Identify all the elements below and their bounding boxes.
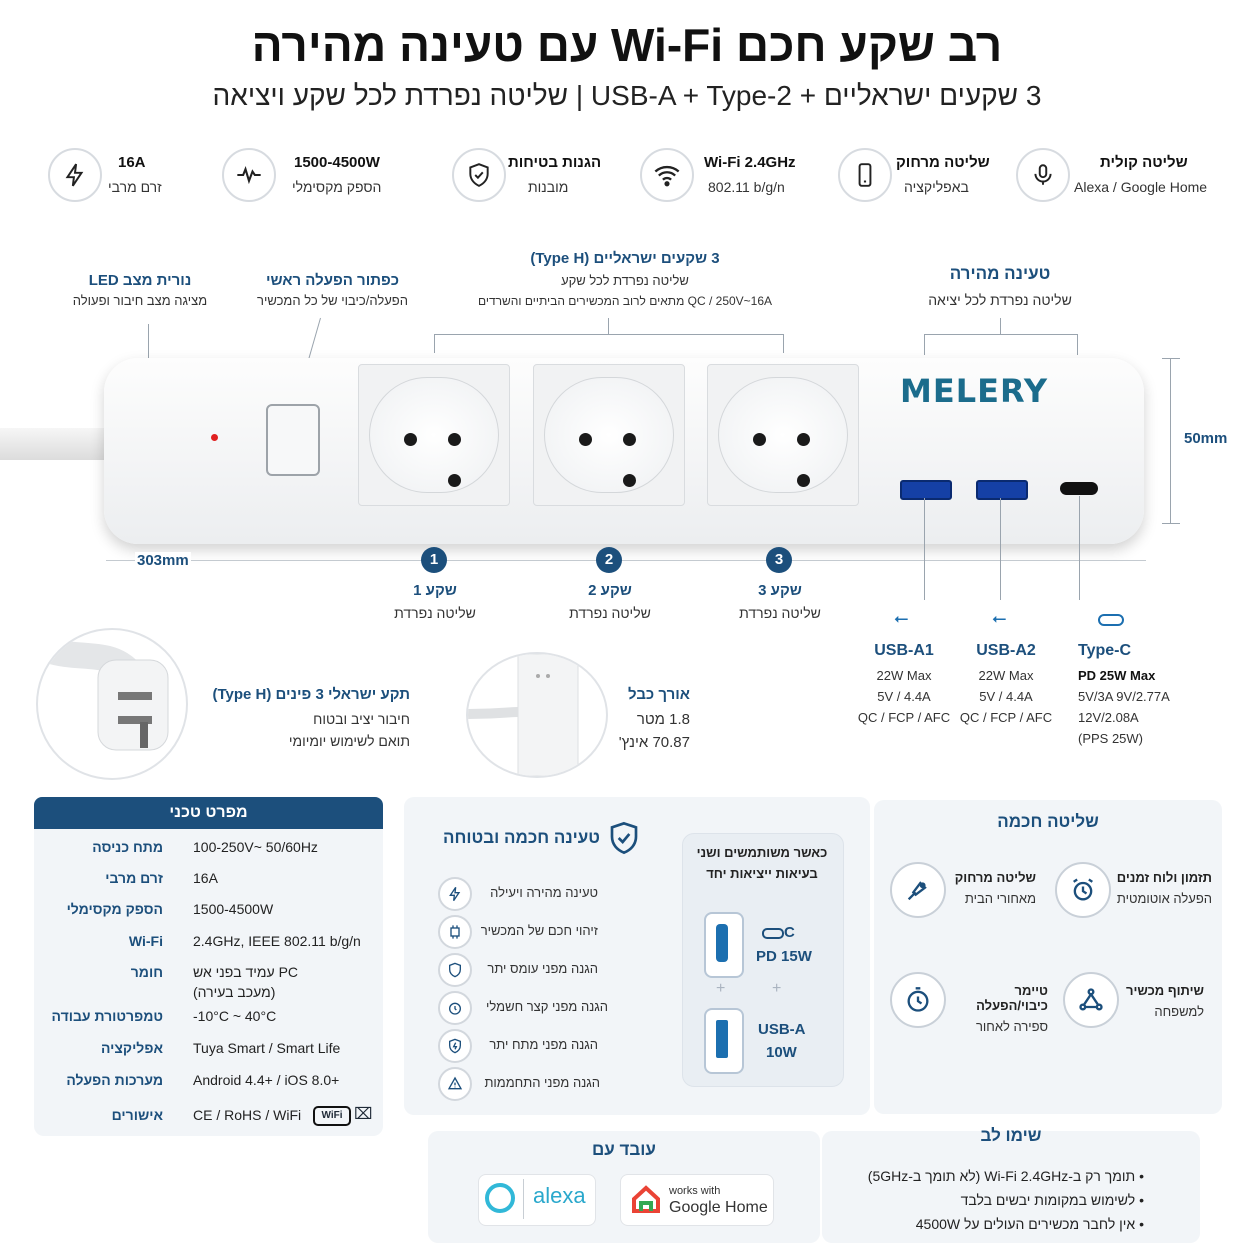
- overload-shield-icon: [438, 953, 472, 987]
- spec-row: טמפרטורת עבודה -10°C ~ 40°C: [51, 1008, 277, 1024]
- feature-remote: [838, 146, 998, 206]
- usb-icon: ⭠: [894, 608, 909, 628]
- dim-line: [1170, 358, 1171, 524]
- socket-number: 2: [596, 547, 622, 573]
- leader-line: [608, 318, 609, 334]
- note-list: [840, 1164, 1144, 1236]
- brand-logo: MELERY: [900, 372, 1049, 410]
- feature-wifi: [640, 146, 810, 206]
- socket-1: [369, 377, 499, 493]
- safety-item: הגנה מפני עומס יתר: [487, 961, 598, 976]
- port-label-type-c: Type-C PD 25W Max 5V/3A 9V/2.77A 12V/2.08A (PPS 25W): [1078, 642, 1170, 746]
- feature-sub: Alexa / Google Home: [1074, 179, 1208, 195]
- callout-fast: טעינה מהירה שליטה נפרדת לכל יציאה: [928, 264, 1072, 308]
- feature-sub: באפליקציה: [904, 179, 969, 195]
- smart-item: שיתוף מכשיר למשפחה: [1125, 983, 1204, 1019]
- callout-button: כפתור הפעלה ראשי הפעלה/כיבוי של כל המכשיר: [257, 272, 408, 308]
- smart-item: שליטה מרחוק מאחורי הבית: [954, 870, 1036, 906]
- socket-label: שקע 1 שליטה נפרדת: [394, 582, 476, 621]
- smart-title: שליטה חכמה: [997, 812, 1099, 831]
- feature-voice: [1016, 146, 1226, 206]
- wifi-cert-icon: WiFi: [313, 1106, 351, 1126]
- page-subtitle: 3 שקעים ישראליים + USB-A + Type-2 | שליטה נפרדת לכל שקע ויציאה: [212, 80, 1042, 111]
- wifi-icon: [640, 148, 694, 202]
- socket-bay-2: [533, 364, 685, 506]
- smart-item: טיימר כיבוי/הפעלה ספירה לאחור: [975, 983, 1048, 1034]
- shield-check-icon: [608, 820, 640, 861]
- note-item: • לשימוש במקומות יבשים בלבד: [960, 1192, 1144, 1208]
- leader-line: [1000, 318, 1001, 334]
- feature-power: [222, 146, 392, 206]
- usb-c-icon: [1098, 614, 1124, 626]
- shield-icon: [452, 148, 506, 202]
- dual-c-power: PD 15W: [756, 948, 812, 965]
- spec-row: זרם מרבי 16A: [105, 870, 218, 886]
- spec-header: מפרט טכני: [34, 797, 383, 829]
- spec-row: הספק מקסימלי 1500-4500W: [66, 901, 274, 917]
- cable-info: אורך כבל 1.8 מטר 70.87 אינץ': [618, 686, 690, 751]
- cable-image: [466, 652, 608, 778]
- socket-bay-3: [707, 364, 859, 506]
- dual-port-title: כאשר משותמשים ושני בעיאות ייציאות יחד: [696, 845, 828, 881]
- remote-icon: [890, 862, 946, 918]
- google-home-logo-icon: [631, 1185, 661, 1213]
- feature-sub: 802.11 b/g/n: [708, 179, 785, 195]
- dim-length: 303mm: [137, 552, 189, 569]
- smart-panel: [874, 800, 1222, 1114]
- pulse-icon: [222, 148, 276, 202]
- dim-height: 50mm: [1184, 430, 1228, 447]
- dual-a-power: 10W: [766, 1044, 797, 1061]
- dim-line: [106, 560, 1146, 561]
- smart-item: תזמון ולוח זמנים הפעלה אוטומטית: [1116, 870, 1212, 906]
- power-cord: [0, 428, 110, 460]
- microphone-icon: [1016, 148, 1070, 202]
- spec-row: אישורים CE / RoHS / WiFi: [111, 1107, 302, 1123]
- share-icon: [1063, 972, 1119, 1028]
- safety-item: הגנה מפני מתח יתר: [489, 1037, 598, 1052]
- feature-current: [48, 146, 178, 206]
- socket-3: [718, 377, 848, 493]
- led-indicator: [211, 434, 218, 441]
- feature-sub: זרם מרבי: [108, 179, 162, 195]
- alexa-logo-icon: [485, 1183, 515, 1213]
- socket-number: 1: [421, 547, 447, 573]
- c-port-graphic: [704, 912, 744, 978]
- plug-image: [36, 628, 188, 780]
- socket-bay-1: [358, 364, 510, 506]
- port-label-usb-a2: USB-A2 22W Max 5V / 4.4A QC / FCP / AFC: [959, 642, 1053, 725]
- alexa-badge: alexa: [478, 1174, 596, 1226]
- timer-icon: [890, 972, 946, 1028]
- a-port-graphic: [704, 1008, 744, 1074]
- spec-row: חומר PC עמיד בפני אש (מעכב בעירה): [130, 964, 299, 1000]
- plug-info: תקע ישראלי 3 פינים (Type H) חיבור יציב ובטוח תואם לשימוש יומיומי: [212, 686, 410, 749]
- safety-item: הגנה מפני התחממות: [484, 1075, 600, 1090]
- socket-label: שקע 2 שליטה נפרדת: [569, 582, 651, 621]
- chip-icon: [438, 915, 472, 949]
- feature-title: שליטה מרחוק: [896, 154, 990, 171]
- safety-item: הגנה מפני קצר חשמלי: [486, 999, 608, 1014]
- socket-2: [544, 377, 674, 493]
- callout-led: נורית מצב LED מציגה מצב חיבור ופעולה: [72, 272, 208, 308]
- safety-title: טעינה חכמה ובטוחה: [443, 828, 600, 847]
- spec-row: מערכות הפעלה Android 4.4+ / iOS 8.0+: [66, 1072, 340, 1088]
- google-home-badge: works with Google Home: [620, 1174, 774, 1226]
- weee-icon: ⌧: [354, 1106, 373, 1123]
- feature-safety: [452, 146, 602, 206]
- safety-item: זיהוי חכם של המכשיר: [480, 923, 598, 938]
- bolt-icon: [48, 148, 102, 202]
- feature-title: 1500-4500W: [294, 154, 380, 171]
- callout-sockets: 3 שקעים ישראליים (Type H) שליטה נפרדת לכל שקע QC / 250V~16A מתאים לרוב המכשירים הביתיים והשרדים: [477, 250, 773, 308]
- bracket-ports: [924, 334, 1078, 355]
- works-with-title: עובד עם: [592, 1140, 656, 1159]
- feature-sub: מובנות: [528, 179, 569, 195]
- note-item: • תומך רק ב-Wi-Fi 2.4GHz (לא תומך ב-5GHz): [867, 1168, 1144, 1184]
- dual-c-label: C: [784, 924, 795, 941]
- feature-sub: הספק מקסימלי: [292, 179, 382, 195]
- usb-icon: ⭠: [992, 608, 1007, 628]
- short-circuit-icon: [438, 991, 472, 1025]
- safety-item: טעינה מהירה ויעילה: [490, 885, 598, 900]
- overheat-icon: [438, 1067, 472, 1101]
- spec-row: מתח כניסה 100-250V~ 50/60Hz: [92, 839, 318, 855]
- alarm-clock-icon: [1055, 862, 1111, 918]
- fast-charge-icon: [438, 877, 472, 911]
- socket-number: 3: [766, 547, 792, 573]
- dual-a-label: USB-A: [758, 1021, 806, 1038]
- note-title: שימו לב: [980, 1126, 1042, 1145]
- usb-a2-port: [976, 480, 1028, 500]
- note-item: • אין לחבר מכשירים העולים על 4500W: [915, 1216, 1144, 1232]
- power-button[interactable]: [266, 404, 320, 476]
- overvoltage-icon: [438, 1029, 472, 1063]
- usb-a1-port: [900, 480, 952, 500]
- bracket-sockets: [434, 334, 784, 353]
- feature-title: 16A: [118, 154, 146, 171]
- usb-c-port: [1060, 482, 1098, 495]
- port-label-usb-a1: USB-A1 22W Max 5V / 4.4A QC / FCP / AFC: [857, 642, 951, 725]
- usb-c-icon: [762, 928, 784, 939]
- feature-title: שליטה קולית: [1100, 154, 1188, 171]
- socket-label: שקע 3 שליטה נפרדת: [739, 582, 821, 621]
- spec-row: Wi-Fi 2.4GHz, IEEE 802.11 b/g/n: [128, 933, 361, 949]
- page-title: רב שקע חכם Wi-Fi עם טעינה מהירה: [251, 19, 1003, 71]
- phone-icon: [838, 148, 892, 202]
- spec-row: אפליקציה Tuya Smart / Smart Life: [101, 1040, 341, 1056]
- feature-title: Wi-Fi 2.4GHz: [704, 154, 796, 171]
- feature-title: הגנות בטיחות: [508, 154, 602, 171]
